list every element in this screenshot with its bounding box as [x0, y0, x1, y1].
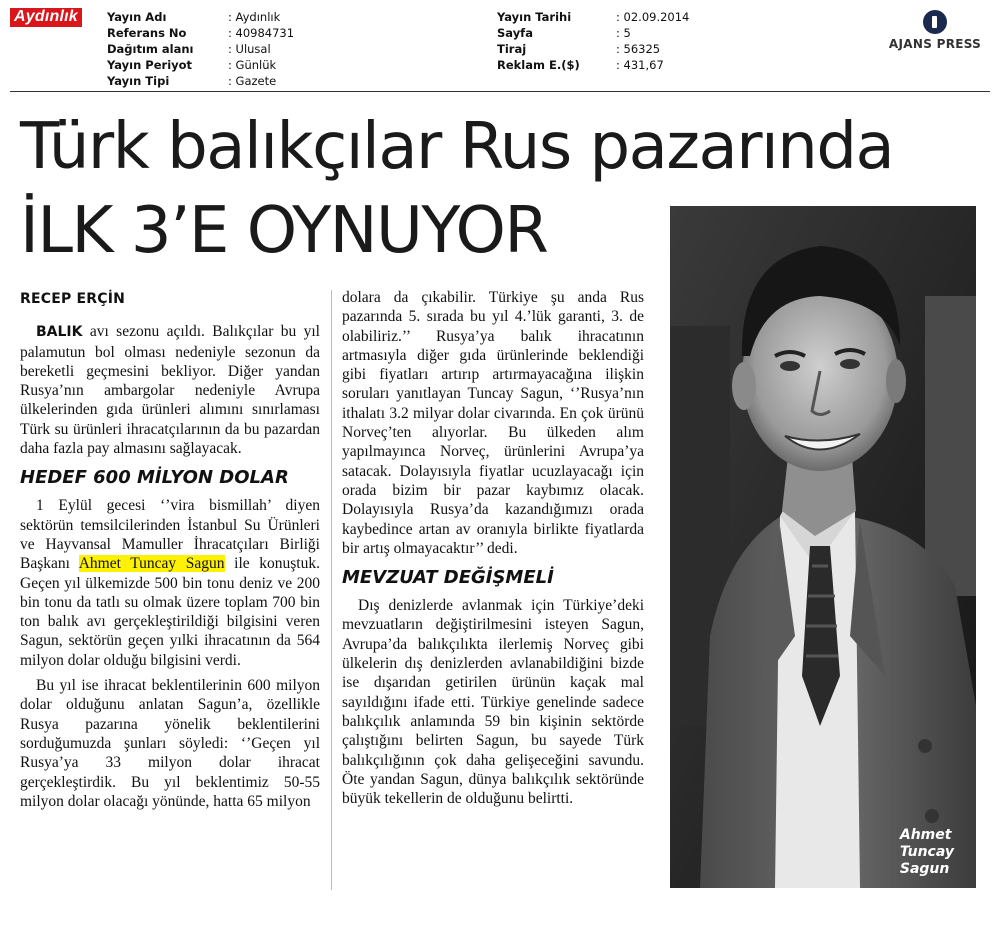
meta-value: : 56325	[616, 42, 661, 56]
meta-value: : Gazete	[228, 74, 277, 88]
meta-label: Reklam E.($)	[497, 58, 580, 72]
paragraph	[20, 496, 320, 670]
meta-label: Referans No	[107, 26, 187, 40]
meta-left	[107, 9, 294, 89]
paragraph: dolara da çıkabilir. Türkiye şu anda Rus pazarında 5. sırada bu yıl 4.’lük garanti, 3. de olabiliriz.’’ Rusya’ya balık ihracatının artmasıyla diğer gıda ürünlerinde beklendiği gibi fiyatları artırıp artırmayacağına ilişkin soruları yanıtlayan Tuncay Sagun, ‘’Rusya’nın ithalatı 3.2 milyar dolar civarında. En çok ürünü Norveç’ten alıyorlar. Bu ülkeden alım yapılmayınca Norveç, ürünlerini Avrupa’ya satacak. Dolayısıyla fiyatlar ucuzlayacağı için orada bizim bir pazar kaybımız olacak. Dolayısıyla Rusya’da kazandığımızı orada kaybedince artan av oranıyla birlikte fiyatlarda bir artış olmayacaktır’’ dedi.	[342, 289, 644, 557]
highlighted-name: Ahmet Tuncay Sagun	[78, 555, 225, 573]
publication-logo: Aydınlık	[10, 8, 82, 27]
headline-line-2: İLK 3’E OYNUYOR	[20, 194, 548, 268]
caption-line: Ahmet	[899, 827, 952, 843]
meta-row	[107, 73, 294, 89]
agency-emblem-icon	[923, 10, 947, 34]
meta-right	[497, 9, 689, 73]
article-column-1	[20, 288, 320, 817]
meta-row	[107, 9, 294, 25]
meta-row	[497, 41, 689, 57]
caption-line: Sagun	[899, 861, 950, 877]
header-divider	[10, 91, 990, 92]
paragraph-text: 1 Eylül gecesi ‘’vira bismillah’ diyen sektörün temsilcilerinden İstanbul Su Ürünleri ve Hayvansal Mamuller İhracatçıları Birliği Başkanı	[20, 497, 320, 573]
meta-row	[497, 25, 689, 41]
caption-line: Tuncay	[899, 844, 954, 860]
paragraph: Bu yıl ise ihracat beklentilerinin 600 milyon dolar olduğunu anlatan Sagun’a, özellikle Rusya pazarına yönelik beklentilerini sorduğumuzda şunları söyledi: ‘’Geçen yıl Rusya’ya 33 milyon dolar ihracat gerçekleştirdik. Bu yıl beklentimiz 50-55 milyon dolar olacağı yönünde, hatta 65 milyon	[20, 677, 320, 810]
meta-row	[497, 9, 689, 25]
paragraph-text: avı sezonu açıldı. Balıkçılar bu yıl palamutun bol olması nedeniyle sezonun da bereketli geçmesini bekliyor. Diğer yandan Rusya’nın ambargolar nedeniyle Avrupa ülkelerinden gıda ürünleri alımını sınırlaması Türk su ürünleri ihracatçılarının da bu pazardan daha fazla pay almasını sağlayacak.	[20, 323, 320, 458]
agency-name: AJANS PRESS	[888, 37, 982, 51]
meta-value: : Ulusal	[228, 42, 271, 56]
paragraph: Dış denizlerde avlanmak için Türkiye’deki mevzuatların değiştirilmesini isteyen Sagun, Avrupa’da balıkçılıkta ilerlemiş Norveç gibi ülkelerin dış denizlerden avlanabildiğini bizde ise dışarıdan getirilen ürünün kaçak mal sayıldığını ifade etti. Türkiye genelinde sadece balıkçılık anlamında 59 bin kişinin sektörde çalıştığını belirten Sagun, bu sayede Türk balıkçılığının çok daha gelişeceğini savundu. Öte yandan Sagun, dünya balıkçılık sektöründe büyük tekellerin de olduğunu belirtti.	[342, 597, 644, 808]
meta-label: Tiraj	[497, 42, 527, 56]
photo-caption	[900, 827, 954, 878]
meta-label: Dağıtım alanı	[107, 42, 194, 56]
subheading: HEDEF 600 MİLYON DOLAR	[20, 467, 289, 489]
lead-word: BALIK	[36, 324, 83, 341]
meta-value: : Günlük	[228, 58, 277, 72]
meta-label: Sayfa	[497, 26, 533, 40]
meta-value: : 431,67	[616, 58, 664, 72]
headline-line-1: Türk balıkçılar Rus pazarında	[20, 110, 894, 184]
paragraph-text: ile konuştuk. Geçen yıl ülkemizde 500 bin tonu deniz ve 200 bin tonu da tatlı su olmak üzere toplam 700 bin ton balık avı gerçekleştirildiği bilgisini veren Sagun, sektörün geçen yılki ihracatının da 564 milyon dolar olduğu bilgisini verdi.	[20, 555, 320, 669]
meta-label: Yayın Periyot	[107, 58, 193, 72]
meta-value: : Aydınlık	[228, 10, 281, 24]
meta-row	[107, 25, 294, 41]
portrait-photo	[670, 206, 976, 888]
article-column-2	[342, 288, 644, 814]
meta-row	[107, 41, 294, 57]
meta-value: : 02.09.2014	[616, 10, 690, 24]
byline: RECEP ERÇİN	[20, 291, 126, 307]
meta-value: : 40984731	[228, 26, 295, 40]
meta-value: : 5	[616, 26, 631, 40]
meta-label: Yayın Tipi	[107, 74, 170, 88]
meta-row	[107, 57, 294, 73]
paragraph	[20, 322, 320, 458]
subheading: MEVZUAT DEĞİŞMELİ	[342, 567, 554, 589]
clipping-header	[0, 0, 1000, 92]
meta-row	[497, 57, 689, 73]
portrait-illustration	[670, 206, 976, 888]
column-divider	[331, 290, 332, 890]
agency-logo	[880, 10, 990, 51]
meta-label: Yayın Adı	[107, 10, 167, 24]
meta-label: Yayın Tarihi	[497, 10, 572, 24]
